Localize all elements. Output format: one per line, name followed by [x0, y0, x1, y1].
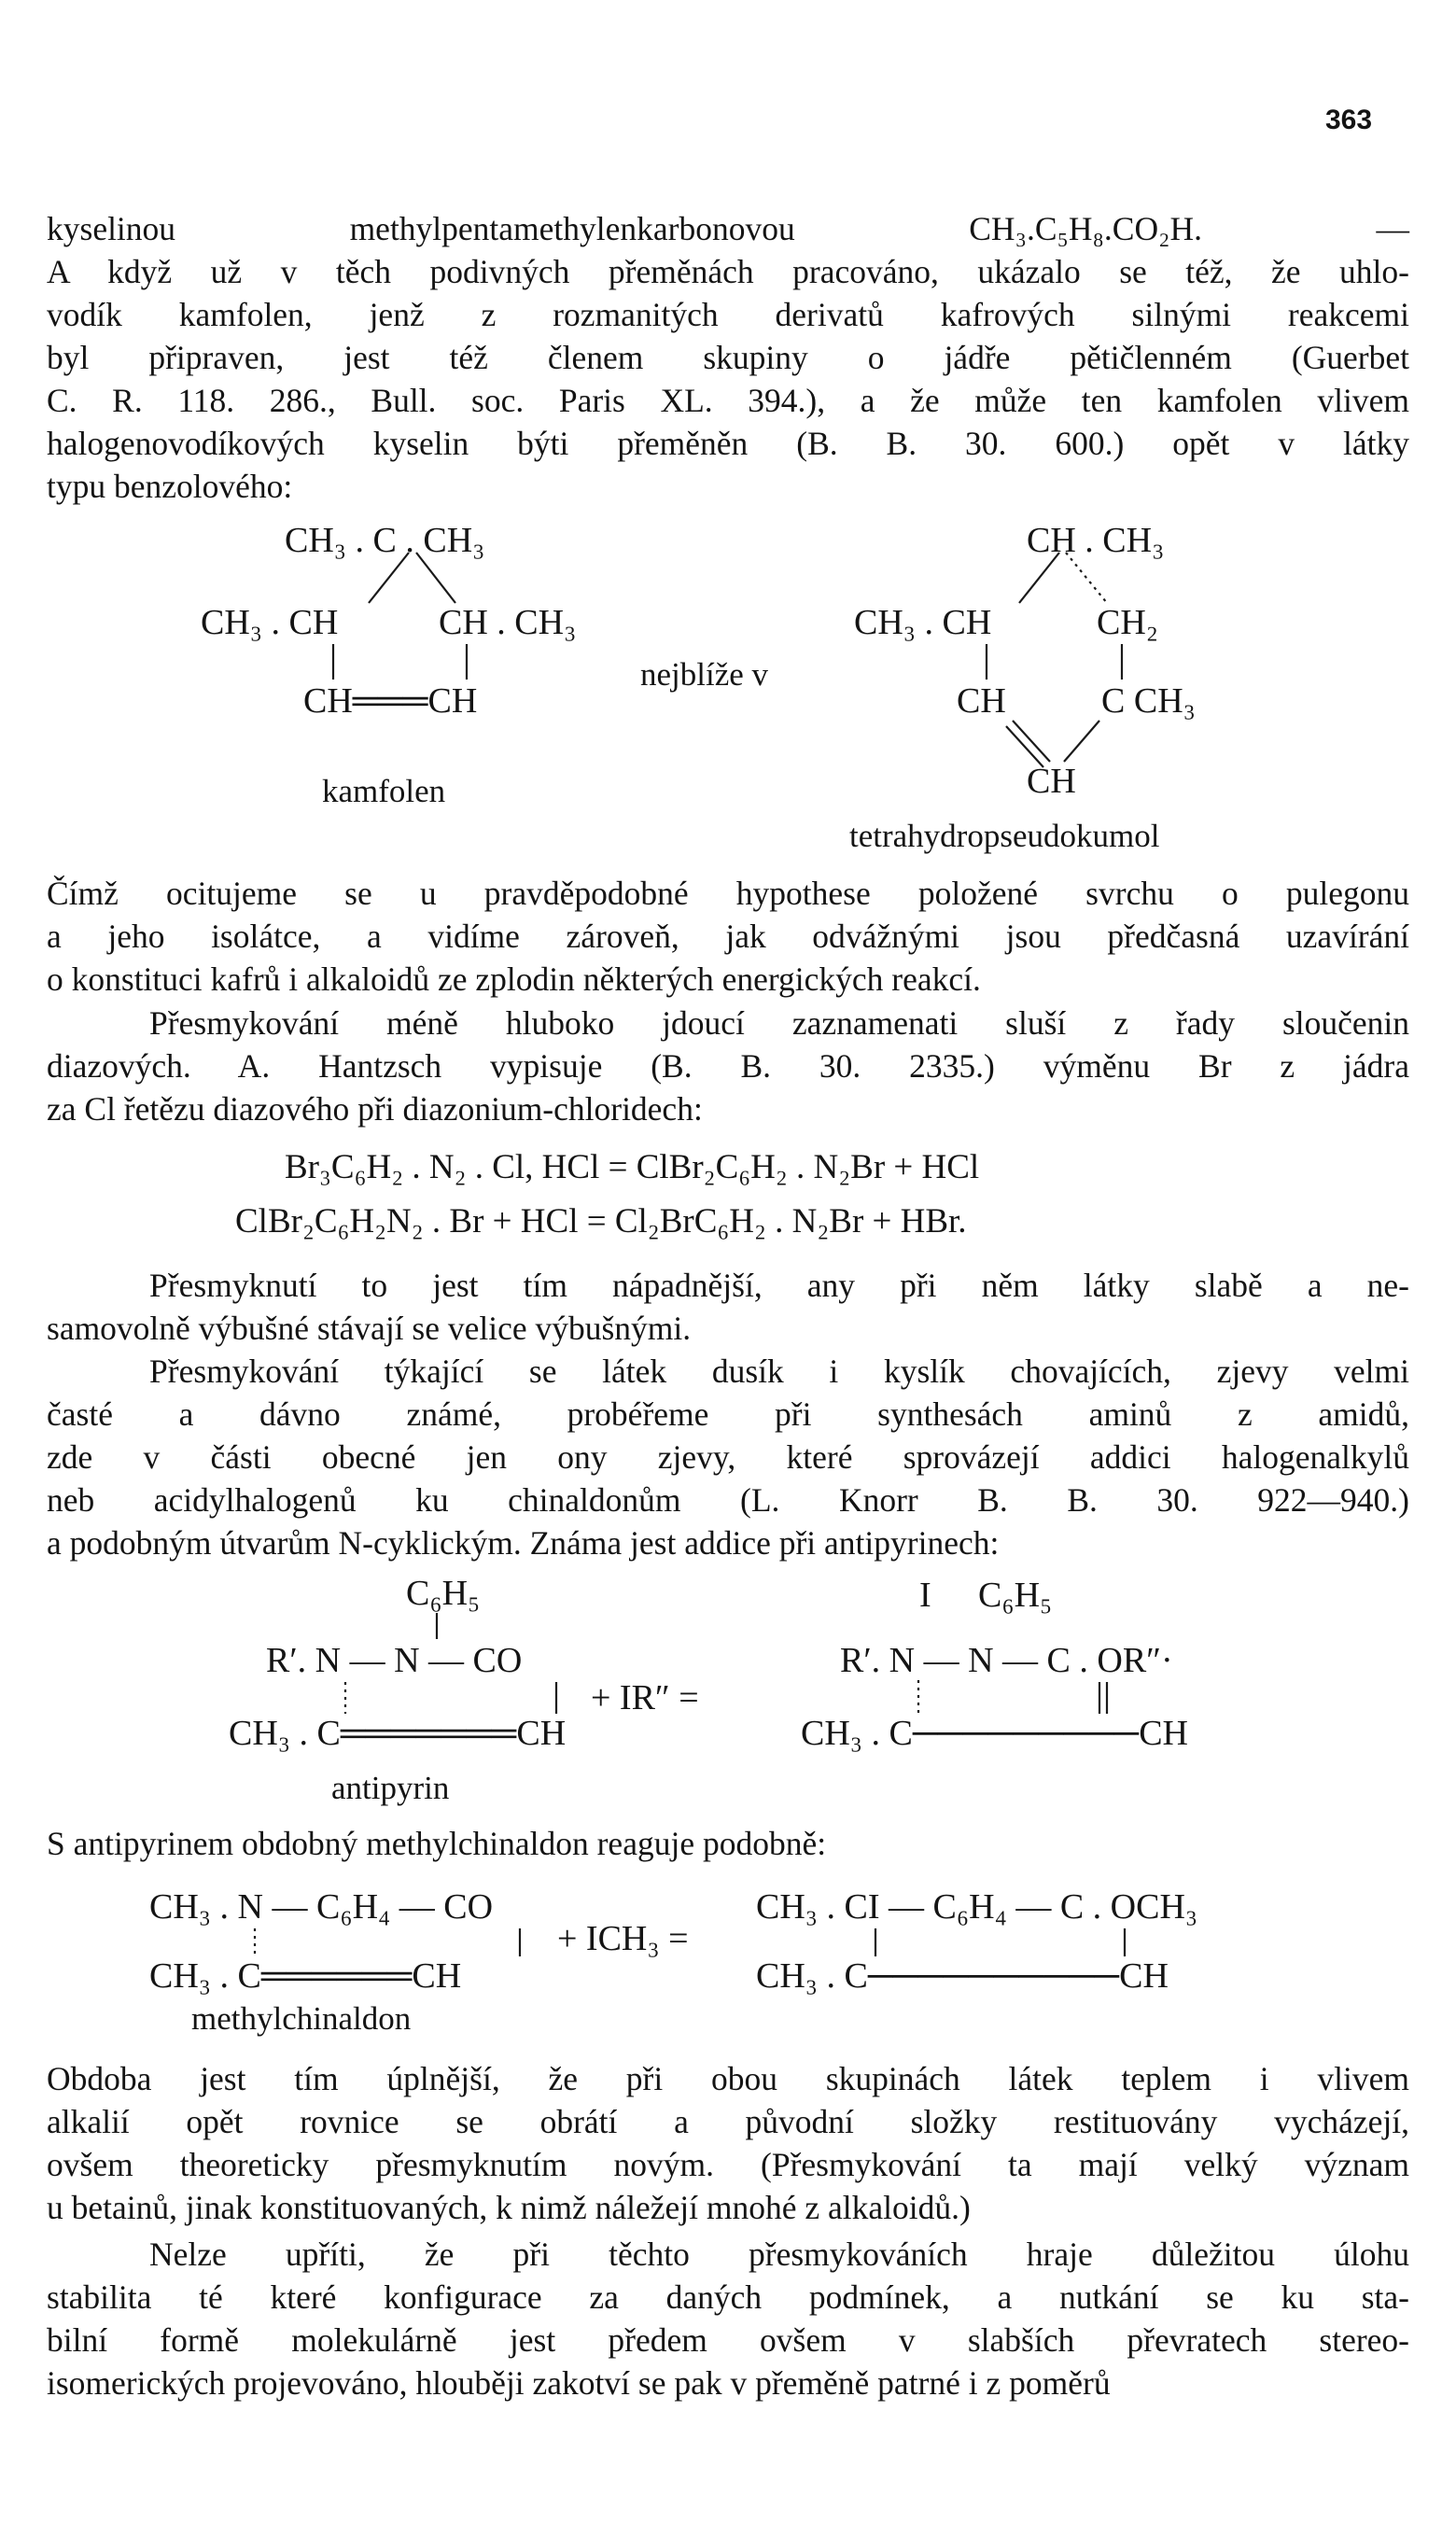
formula-antipyrin-row1: R′. N — N — CO — [266, 1641, 523, 1680]
bond — [1013, 721, 1050, 762]
bond — [1006, 726, 1043, 767]
formula-kamfolen-bottom: CH═══CH — [303, 681, 478, 721]
formula-chinaldon-row2: CH₃ . C══════CH — [149, 1956, 462, 1996]
page-number: 363 — [1325, 105, 1373, 135]
label-nejblize: nejblíže v — [640, 656, 769, 693]
formula-antipyrin-phenyl: C₆H₅ — [406, 1574, 481, 1613]
text-line: Přesmyknutí to jest tím nápadnější, any při něm látky slabě a ne- — [149, 1267, 1409, 1304]
label-methylchinaldon: methylchinaldon — [191, 2000, 412, 2037]
text-line: ovšem theoreticky přesmyknutím novým. (Přesmykování ta mají velký význam — [47, 2146, 1409, 2183]
equation-1: Br₃C₆H₂ . N₂ . Cl, HCl = ClBr₂C₆H₂ . N₂Br + HCl — [285, 1148, 980, 1186]
bond — [369, 553, 409, 603]
formula-iodine: I — [919, 1576, 931, 1615]
formula-kamfolen-mid-right: CH . CH₃ — [439, 603, 577, 642]
formula-kumol-low-right: C CH₃ — [1101, 681, 1196, 721]
text-line: samovolně výbušné stávají se velice výbušnými. — [47, 1310, 692, 1347]
text-line: zde v části obecné jen ony zjevy, které sprovázejí addici halogenalkylů — [47, 1438, 1409, 1476]
text-line: Čímž ocitujeme se u pravděpodobné hypothese položené svrchu o pulegonu — [47, 875, 1409, 912]
formula-product-phenyl: C₆H₅ — [978, 1576, 1053, 1615]
bond — [1064, 721, 1099, 762]
text-line: diazových. A. Hantzsch vypisuje (B. B. 30. 2335.) výměnu Br z jádra — [47, 1047, 1409, 1085]
formula-kumol-top: CH . CH₃ — [1027, 521, 1165, 560]
formula-chinaldon-product-row1: CH₃ . CI — C₆H₄ — C . OCH₃ — [756, 1887, 1198, 1927]
text-line: S antipyrinem obdobný methylchinaldon reaguje podobně: — [47, 1825, 827, 1862]
text-line: halogenovodíkových kyselin býti přeměněn (B. B. 30. 600.) opět v látky — [47, 425, 1409, 462]
text-line: Přesmykování týkající se látek dusík i kyslík chovajících, zjevy velmi — [149, 1353, 1409, 1390]
formula-kamfolen-top: CH₃ . C . CH₃ — [285, 521, 485, 560]
formula-kumol-low-left: CH — [957, 681, 1006, 721]
text-line: o konstituci kafrů i alkaloidů ze zplodin některých energických reakcí. — [47, 960, 981, 998]
formula-product-row1: R′. N — N — C . OR″· — [840, 1641, 1173, 1680]
formula-kumol-mid-left: CH₃ . CH — [854, 603, 992, 642]
text-line: stabilita té které konfigurace za daných podmínek, a nutkání se ku sta- — [47, 2278, 1409, 2316]
text-line: kyselinou methylpentamethylenkarbonovou CH₃.C₅H₈.CO₂H. — — [47, 210, 1409, 247]
text-line: alkalií opět rovnice se obrátí a původní složky restituovány vycházejí, — [47, 2103, 1409, 2140]
text-line: u betainů, jinak konstituovaných, k nimž náležejí mnohé z alkaloidů.) — [47, 2189, 971, 2226]
formula-product-row2: CH₃ . C─────────CH — [801, 1714, 1188, 1753]
formula-kamfolen-mid-left: CH₃ . CH — [201, 603, 339, 642]
text-line: bilní formě molekulárně jest předem ovšem v slabších převratech stereo- — [47, 2321, 1409, 2359]
text-line: Nelze upříti, že při těchto přesmykováních hraje důležitou úlohu — [149, 2236, 1409, 2273]
formula-chinaldon-product-row2: CH₃ . C──────────CH — [756, 1956, 1169, 1996]
text-line: za Cl řetězu diazového při diazonium-chloridech: — [47, 1090, 703, 1128]
equation-2: ClBr₂C₆H₂N₂ . Br + HCl = Cl₂BrC₆H₂ . N₂Br + HBr. — [235, 1202, 967, 1240]
text-line: a jeho isolátce, a vidíme zároveň, jak odvážnými jsou předčasná uzavírání — [47, 918, 1409, 955]
text-line: vodík kamfolen, jenž z rozmanitých derivatů kafrových silnými reakcemi — [47, 296, 1409, 333]
bond — [1066, 553, 1107, 603]
formula-chinaldon-row1: CH₃ . N — C₆H₄ — CO — [149, 1887, 494, 1927]
text-line: isomerických projevováno, hlouběji zakotví se pak v přeměně patrné i z poměrů — [47, 2364, 1111, 2402]
text-line: typu benzolového: — [47, 468, 293, 505]
text-line: Obdoba jest tím úplnější, že při obou skupinách látek teplem i vlivem — [47, 2060, 1409, 2097]
text-line: Přesmykování méně hluboko jdoucí zaznamenati sluší z řady sloučenin — [149, 1004, 1409, 1042]
text-line: neb acidylhalogenů ku chinaldonům (L. Knorr B. B. 30. 922—940.) — [47, 1481, 1409, 1519]
text-line: A když už v těch podivných přeměnách pracováno, ukázalo se též, že uhlo- — [47, 253, 1409, 290]
formula-kumol-bottom: CH — [1027, 762, 1076, 801]
bond — [416, 553, 455, 603]
formula-kumol-mid-right: CH₂ — [1097, 603, 1159, 642]
text-line: a podobným útvarům N-cyklickým. Známa jest addice při antipyrinech: — [47, 1524, 1000, 1562]
formula-chinaldon-plus: + ICH₃ = — [557, 1919, 689, 1958]
formula-antipyrin-plus: + IR″ = — [591, 1678, 699, 1717]
formula-antipyrin-row2: CH₃ . C═══════CH — [229, 1714, 567, 1753]
text-line: C. R. 118. 286., Bull. soc. Paris XL. 394.), a že může ten kamfolen vlivem — [47, 382, 1409, 419]
label-tetrahydropseudokumol: tetrahydropseudokumol — [849, 818, 1160, 854]
label-antipyrin: antipyrin — [331, 1770, 450, 1806]
text-line: časté a dávno známé, probéřeme při synthesách aminů z amidů, — [47, 1395, 1409, 1433]
label-kamfolen: kamfolen — [322, 773, 446, 809]
bond — [1019, 553, 1059, 603]
text-line: byl připraven, jest též členem skupiny o jádře pětičlenném (Guerbet — [47, 339, 1409, 376]
